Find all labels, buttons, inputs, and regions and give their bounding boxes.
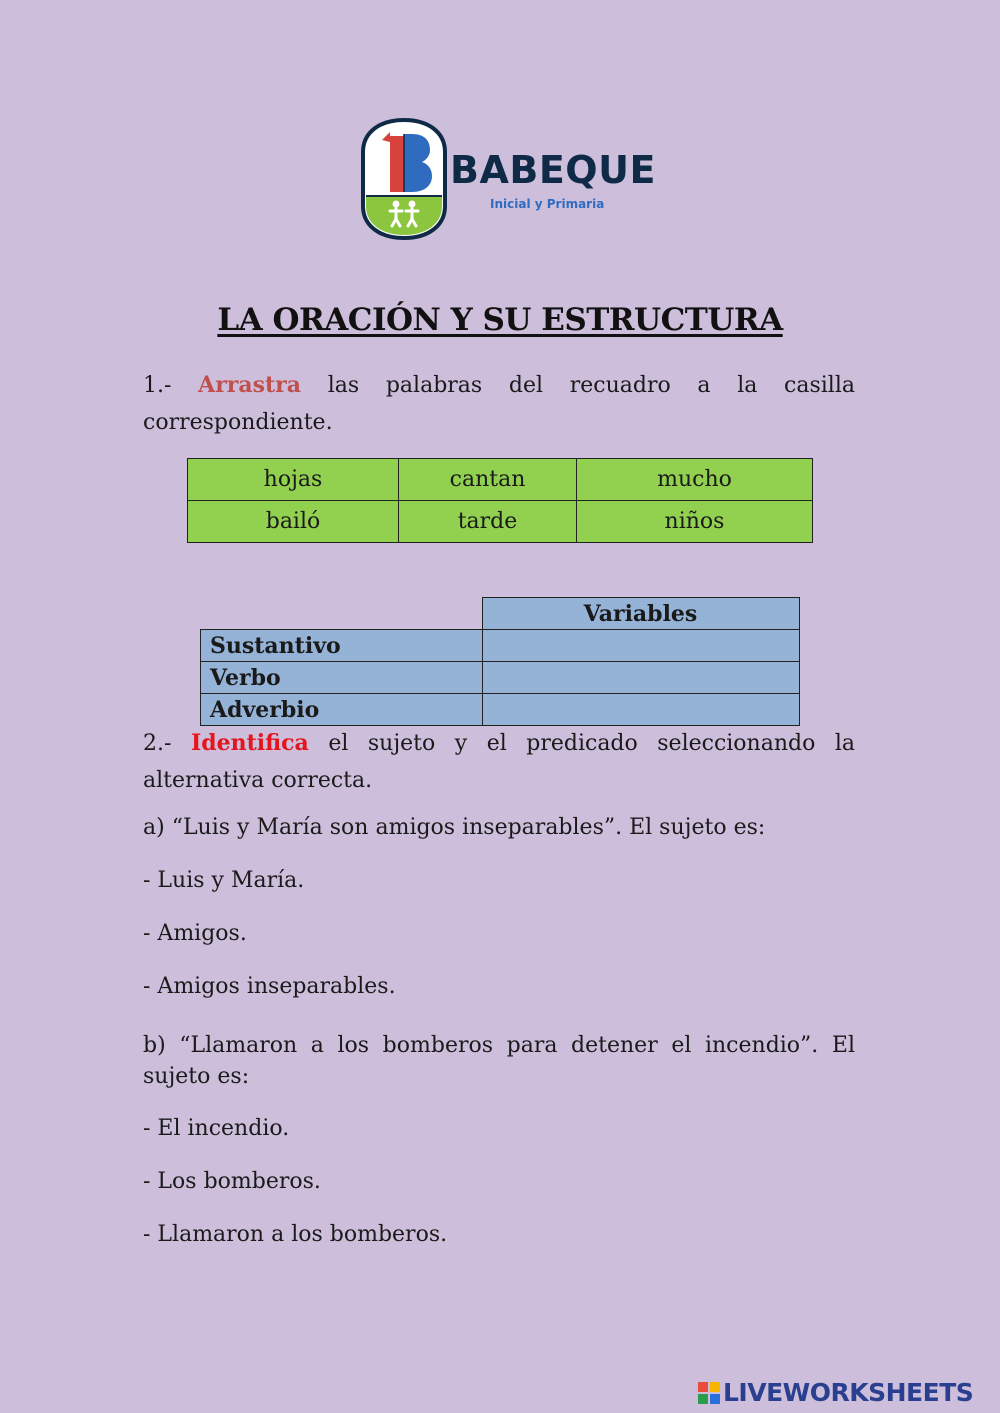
word-tile[interactable]: bailó	[188, 501, 399, 543]
row-label-verbo: Verbo	[201, 662, 483, 694]
word-bank-row	[188, 459, 813, 501]
word-tile[interactable]: mucho	[577, 459, 813, 501]
row-label-adverbio: Adverbio	[201, 694, 483, 726]
school-logo	[360, 118, 656, 242]
exercise2-instruction-line1	[143, 725, 855, 762]
drop-slot-verbo[interactable]	[482, 662, 799, 694]
exercise2-instruction-line2: alternativa correcta.	[143, 768, 373, 793]
exercise1-instruction-line1	[143, 367, 855, 404]
question-b-option[interactable]: - Los bomberos.	[143, 1169, 321, 1194]
school-badge-icon	[360, 118, 448, 240]
classification-table	[200, 597, 800, 726]
word-tile[interactable]: niños	[577, 501, 813, 543]
column-header-variables: Variables	[482, 598, 799, 630]
exercise2-verb: Identifica	[190, 730, 309, 756]
exercise1-rest: las palabras del recuadro a la casilla	[327, 373, 855, 398]
header-spacer	[201, 598, 483, 630]
question-a-text: a) “Luis y María son amigos inseparables”. El sujeto es:	[143, 815, 766, 840]
exercise2-number: 2.-	[143, 731, 172, 756]
liveworksheets-brand	[697, 1378, 997, 1410]
question-a-option[interactable]: - Amigos inseparables.	[143, 974, 396, 999]
word-tile[interactable]: hojas	[188, 459, 399, 501]
logo-name: BABEQUE	[450, 148, 656, 192]
classification-row	[201, 694, 800, 726]
exercise2-rest: el sujeto y el predicado seleccionando la	[328, 731, 855, 756]
word-tile[interactable]: cantan	[399, 459, 577, 501]
drop-slot-adverbio[interactable]	[482, 694, 799, 726]
question-b-text-line1: b) “Llamaron a los bomberos para detener el incendio”. El	[143, 1033, 855, 1058]
question-b-option[interactable]: - El incendio.	[143, 1116, 290, 1141]
word-bank-row	[188, 501, 813, 543]
logo-subtitle: Inicial y Primaria	[490, 197, 605, 211]
question-b-option[interactable]: - Llamaron a los bomberos.	[143, 1222, 448, 1247]
classification-row	[201, 662, 800, 694]
exercise1-number: 1.-	[143, 373, 172, 398]
liveworksheets-logo-icon	[697, 1381, 721, 1405]
exercise1-verb: Arrastra	[198, 372, 302, 398]
question-b-text-line2: sujeto es:	[143, 1064, 250, 1089]
word-tile[interactable]: tarde	[399, 501, 577, 543]
question-a-option[interactable]: - Luis y María.	[143, 868, 305, 893]
classification-row	[201, 630, 800, 662]
classification-header-row	[201, 598, 800, 630]
row-label-sustantivo: Sustantivo	[201, 630, 483, 662]
liveworksheets-text: LIVEWORKSHEETS	[723, 1378, 974, 1407]
word-bank-table	[187, 458, 813, 543]
question-a-option[interactable]: - Amigos.	[143, 921, 247, 946]
drop-slot-sustantivo[interactable]	[482, 630, 799, 662]
page-title: LA ORACIÓN Y SU ESTRUCTURA	[217, 302, 783, 338]
exercise1-instruction-line2: correspondiente.	[143, 410, 333, 435]
